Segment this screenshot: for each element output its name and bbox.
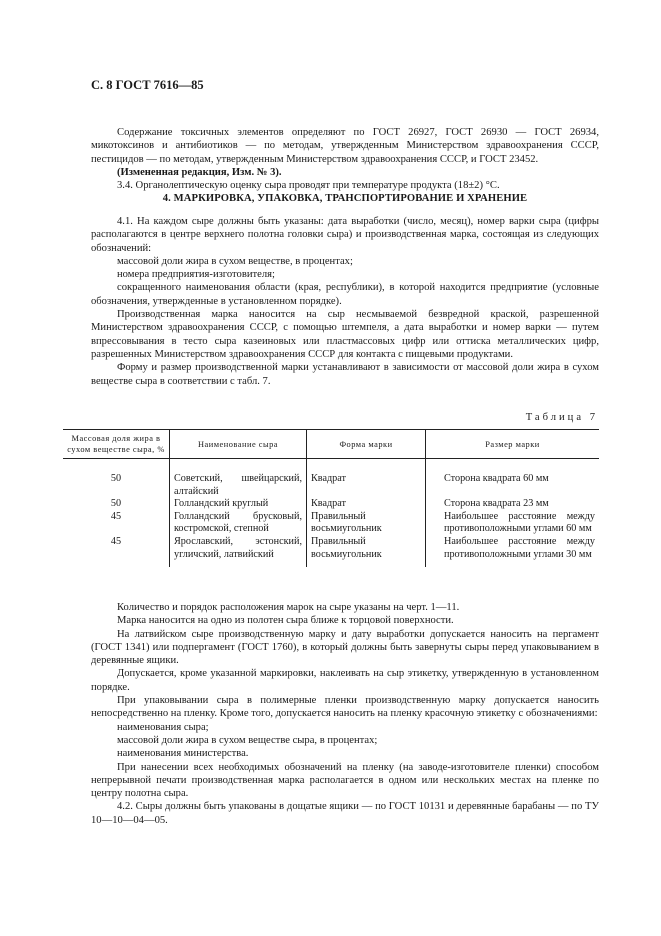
table-row — [63, 536, 599, 567]
paragraph: На латвийском сыре производственную марку и дату выработки допускается наносить на пергамент (ГОСТ 1341) или подпергамент (ГОСТ 1760), в который должны быть завернуты сыры перед упаковыванием в деревянные ящики. — [91, 628, 599, 667]
table-cell: Сторона квадрата 23 мм — [426, 498, 600, 511]
column-header: Наименование сыра — [170, 430, 307, 459]
column-header: Массовая доля жира в сухом веществе сыра, % — [63, 430, 170, 459]
table-cell: Квадрат — [307, 498, 426, 511]
table-row — [63, 511, 599, 536]
section-title: 4. МАРКИРОВКА, УПАКОВКА, ТРАНСПОРТИРОВАНИЕ И ХРАНЕНИЕ — [162, 193, 528, 204]
paragraph: Содержание токсичных элементов определяют по ГОСТ 26927, ГОСТ 26930 — ГОСТ 26934, микотоксинов и антибиотиков — по методам, утвержденным Министерством здравоохранения СССР, пестицидов — по методам, утвержденным Министерством здравоохранения СССР, и ГОСТ 23452. — [91, 127, 599, 165]
table-cell: Советский, швейцарский, алтайский — [170, 459, 307, 499]
marking-table — [63, 429, 599, 567]
table-caption: Таблица 7 — [525, 412, 598, 423]
paragraph: Форму и размер производственной марки устанавливают в зависимости от массовой доли жира в сухом веществе сыра в соответствии с табл. 7. — [91, 362, 599, 387]
paragraph: Производственная марка наносится на сыр несмываемой безвредной краской, разрешенной Министерством здравоохранения СССР, с помощью штемпеля, а дата выработки и номер варки — путем впрессовывания в тесто сыра казеиновых или пластмассовых цифр или оттиска металлических цифр, разрешенных Министерством здравоохранения СССР для контакта с пищевыми продуктами. — [91, 309, 599, 360]
table-cell: Квадрат — [307, 459, 426, 499]
paragraph: При нанесении всех необходимых обозначений на пленку (на заводе-изготовителе пленки) способом непрерывной печати производственная марка располагается в одном или нескольких местах на пленке по центру полотна сыра. — [91, 761, 599, 800]
table-cell: Голландский брусковый, костромской, степной — [170, 511, 307, 536]
paragraph: При упаковывании сыра в полимерные пленки производственную марку допускается наносить непосредственно на пленку. Кроме того, допускается наносить на пленку красочную этикетку с обозначениями: — [91, 695, 599, 720]
paragraph: Допускается, кроме указанной маркировки, наклеивать на сыр этикетку, утвержденную в установленном порядке. — [91, 668, 599, 693]
post-table-block — [91, 601, 599, 827]
table-header-row — [63, 430, 599, 459]
table-cell: Правильный восьмиугольник — [307, 511, 426, 536]
paragraph: Марка наносится на одно из полотен сыра ближе к торцовой поверхности. — [117, 615, 454, 627]
table-cell: Сторона квадрата 60 мм — [426, 459, 600, 499]
list-item: номера предприятия-изготовителя; — [117, 269, 275, 281]
list-item: массовой доли жира в сухом веществе, в процентах; — [117, 255, 353, 267]
list-item: сокращенного наименования области (края, республики), в которой находится предприятие (условные обозначения, утвержденные в установленном порядке). — [91, 282, 599, 307]
intro-block — [91, 126, 599, 192]
table-cell: 50 — [110, 473, 122, 484]
table-cell: 45 — [110, 535, 122, 547]
table-cell: 50 — [110, 498, 122, 510]
table-cell: 45 — [110, 510, 122, 522]
table-cell: Наибольшее расстояние между противоположными углами 60 мм — [426, 511, 600, 536]
section-body — [91, 215, 599, 388]
paragraph: Количество и порядок расположения марок на сыре указаны на черт. 1—11. — [117, 602, 460, 613]
list-item: наименования министерства. — [117, 748, 249, 760]
amendment-note: (Измененная редакция, Изм. № 3). — [117, 166, 282, 178]
table-cell: Ярославский, эстонский, угличский, латвийский — [170, 536, 307, 567]
paragraph: 4.2. Сыры должны быть упакованы в дощатые ящики — по ГОСТ 10131 и деревянные барабаны — по ТУ 10—10—04—05. — [91, 801, 599, 826]
column-header: Форма марки — [307, 430, 426, 459]
list-item: массовой доли жира в сухом веществе сыра, в процентах; — [117, 734, 378, 746]
table-cell: Правильный восьмиугольник — [307, 536, 426, 567]
paragraph: 3.4. Органолептическую оценку сыра проводят при температуре продукта (18±2) °С. — [117, 180, 500, 192]
paragraph: 4.1. На каждом сыре должны быть указаны: дата выработки (число, месяц), номер варки сыра (цифры располагаются в центре верхнего полотна головки сыра) и производственная марка, состоящая из следующих обозначений: — [91, 216, 599, 254]
table-row — [63, 459, 599, 499]
list-item: наименования сыра; — [117, 721, 209, 733]
column-header: Размер марки — [426, 430, 600, 459]
table-row — [63, 498, 599, 511]
table-cell: Наибольшее расстояние между противоположными углами 30 мм — [426, 536, 600, 567]
table-cell: Голландский круглый — [170, 498, 307, 511]
page-header: С. 8 ГОСТ 7616—85 — [91, 78, 204, 92]
